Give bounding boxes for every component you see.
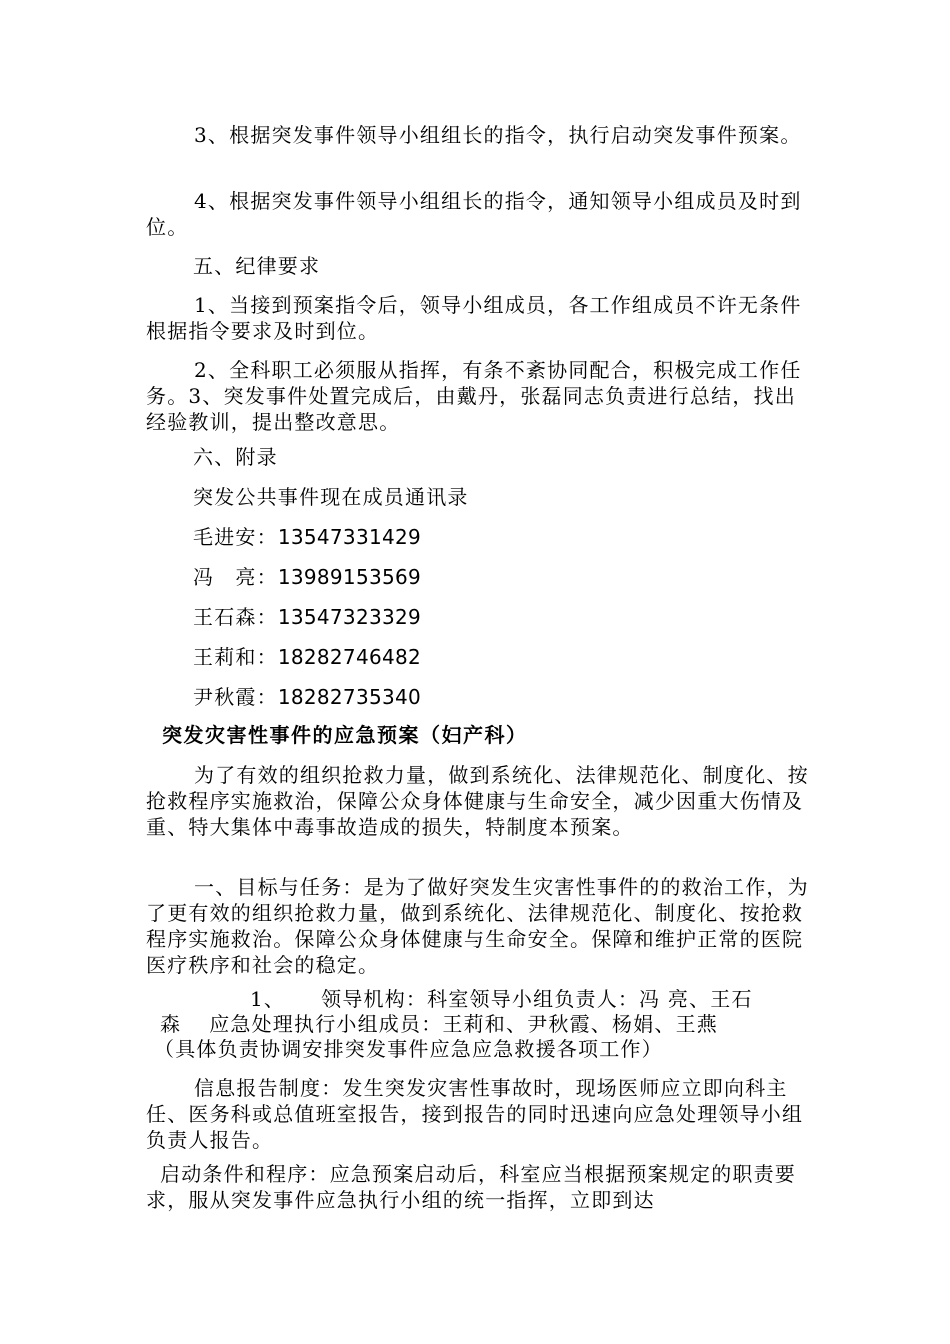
contact-phone: 18282746482	[277, 645, 422, 669]
paragraph-instruction-4: 4、根据突发事件领导小组组长的指令，通知领导小组成员及时到位。	[146, 189, 802, 239]
paragraph-goal: 一、目标与任务：是为了做好突发生灾害性事件的的救治工作，为了更有效的组织抢救力量，做到系统化、法律规范化、制度化、按抢救程序实施救治。保障公众身体健康与生命安全。保障和维护正常的医院医疗秩序和社会的稳定。	[146, 875, 809, 977]
contact-phone: 13547323329	[277, 605, 422, 629]
leadership-line-2	[160, 1011, 718, 1037]
contact-phone: 13547331429	[277, 525, 422, 549]
contact-name: 毛进安：	[193, 525, 278, 549]
leadership-line-1	[250, 986, 753, 1012]
contact-row	[193, 524, 421, 550]
leadership-text: 领导机构：科室领导小组负责人：冯 亮、王石	[321, 987, 753, 1011]
leadership-number: 1、	[250, 987, 286, 1011]
leadership-text-b: 应急处理执行小组成员：王莉和、尹秋霞、杨娟、王燕	[209, 1012, 719, 1036]
leadership-line-3: （具体负责协调安排突发事件应急应急救援各项工作）	[154, 1037, 663, 1061]
paragraph-instruction-3: 3、根据突发事件领导小组组长的指令，执行启动突发事件预案。	[194, 123, 802, 147]
heading-discipline: 五、纪律要求	[193, 254, 321, 278]
contact-name: 王石森：	[193, 605, 278, 629]
directory-title: 突发公共事件现在成员通讯录	[193, 485, 469, 509]
contact-phone: 13989153569	[277, 565, 422, 589]
paragraph-intro: 为了有效的组织抢救力量，做到系统化、法律规范化、制度化、按抢救程序实施救治，保障公众身体健康与生命安全，减少因重大伤情及重、特大集体中毒事故造成的损失，特制度本预案。	[146, 763, 809, 839]
contact-name: 王莉和：	[193, 645, 278, 669]
contact-name: 尹秋霞：	[193, 685, 278, 709]
paragraph-start: 启动条件和程序：应急预案启动后，科室应当根据预案规定的职责要求，服从突发事件应急执行小组的统一指挥，立即到达	[146, 1162, 796, 1212]
leadership-text-a: 森	[160, 1012, 182, 1036]
contact-row	[193, 604, 421, 630]
paragraph-discipline-1: 1、当接到预案指令后，领导小组成员，各工作组成员不许无条件根据指令要求及时到位。	[146, 293, 802, 343]
heading-appendix: 六、附录	[193, 445, 278, 469]
contact-phone: 18282735340	[277, 685, 422, 709]
section-title: 突发灾害性事件的应急预案（妇产科）	[162, 723, 528, 747]
contact-row	[193, 564, 421, 590]
paragraph-report: 信息报告制度：发生突发灾害性事故时，现场医师应立即向科主任、医务科或总值班室报告，接到报告的同时迅速向应急处理领导小组负责人报告。	[146, 1076, 804, 1152]
paragraph-discipline-2: 2、全科职工必须服从指挥，有条不紊协同配合，积极完成工作任务。3、突发事件处置完成后，由戴丹，张磊同志负责进行总结，找出经验教训，提出整改意思。	[146, 358, 802, 434]
contact-name: 冯 亮：	[193, 565, 278, 589]
contact-row	[193, 644, 421, 670]
contact-row	[193, 684, 421, 710]
